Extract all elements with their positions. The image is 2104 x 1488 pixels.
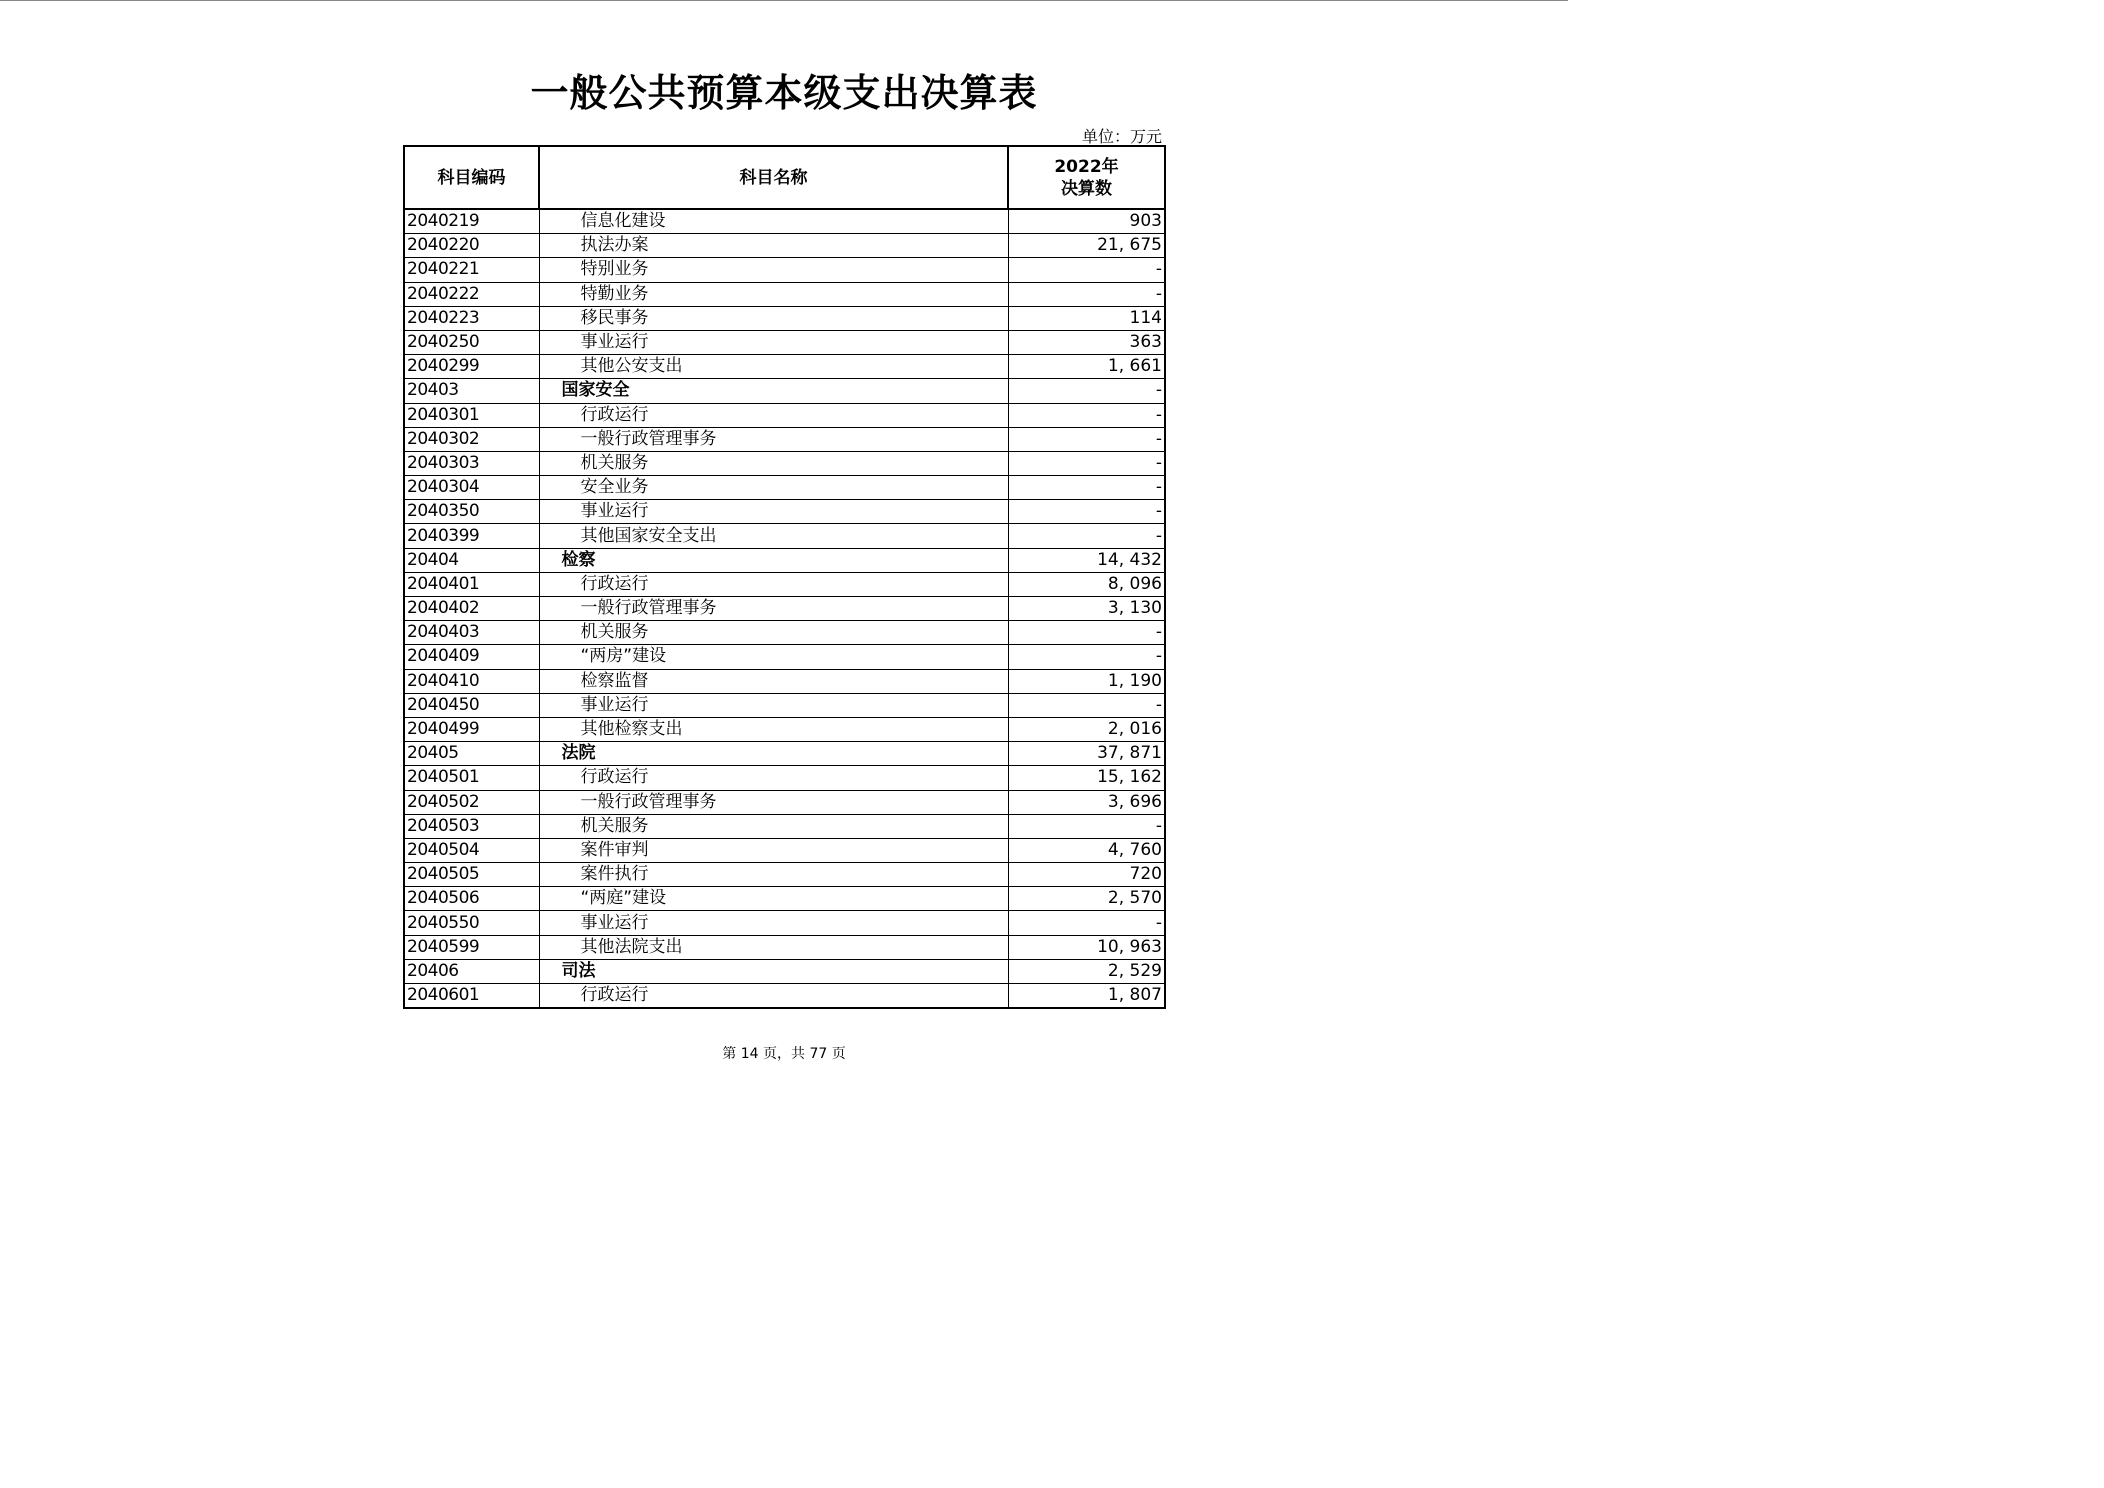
code-cell: 2040220	[404, 234, 539, 258]
table-body	[404, 209, 1165, 1008]
code-cell: 2040550	[404, 911, 539, 935]
code-cell: 2040506	[404, 887, 539, 911]
name-cell: 检察	[539, 548, 1008, 572]
name-cell: 执法办案	[539, 234, 1008, 258]
name-cell: 司法	[539, 959, 1008, 983]
amount-cell: -	[1008, 524, 1165, 548]
page-top-border	[0, 0, 1568, 1]
table-header-row	[404, 146, 1165, 209]
name-cell: 事业运行	[539, 330, 1008, 354]
amount-cell: -	[1008, 379, 1165, 403]
name-cell: 行政运行	[539, 403, 1008, 427]
unit-label: 单位：万元	[1081, 127, 1162, 146]
amount-cell: 3, 696	[1008, 790, 1165, 814]
code-cell: 2040303	[404, 451, 539, 475]
name-cell: 其他检察支出	[539, 717, 1008, 741]
code-cell: 2040503	[404, 814, 539, 838]
table-row	[404, 984, 1165, 1009]
amount-cell: -	[1008, 693, 1165, 717]
name-cell: 移民事务	[539, 306, 1008, 330]
name-cell: 行政运行	[539, 572, 1008, 596]
code-cell: 2040504	[404, 838, 539, 862]
table-row	[404, 887, 1165, 911]
table-row	[404, 476, 1165, 500]
table-row	[404, 306, 1165, 330]
amount-cell: 8, 096	[1008, 572, 1165, 596]
table-row	[404, 234, 1165, 258]
amount-cell: 3, 130	[1008, 597, 1165, 621]
code-cell: 2040502	[404, 790, 539, 814]
code-cell: 20406	[404, 959, 539, 983]
name-cell: 信息化建设	[539, 209, 1008, 234]
code-cell: 2040301	[404, 403, 539, 427]
name-cell: “两房”建设	[539, 645, 1008, 669]
amount-cell: -	[1008, 451, 1165, 475]
code-cell: 2040221	[404, 258, 539, 282]
amount-cell: 1, 661	[1008, 355, 1165, 379]
code-cell: 2040250	[404, 330, 539, 354]
name-cell: 事业运行	[539, 500, 1008, 524]
name-cell: 事业运行	[539, 911, 1008, 935]
amount-cell: -	[1008, 621, 1165, 645]
table-row	[404, 669, 1165, 693]
amount-cell: 15, 162	[1008, 766, 1165, 790]
amount-cell: 21, 675	[1008, 234, 1165, 258]
table-row	[404, 717, 1165, 741]
name-cell: 一般行政管理事务	[539, 427, 1008, 451]
code-cell: 20405	[404, 742, 539, 766]
name-cell: 其他公安支出	[539, 355, 1008, 379]
table-row	[404, 282, 1165, 306]
amount-cell: 4, 760	[1008, 838, 1165, 862]
table-row	[404, 572, 1165, 596]
table-row	[404, 621, 1165, 645]
code-cell: 2040505	[404, 863, 539, 887]
code-cell: 2040499	[404, 717, 539, 741]
amount-cell: 363	[1008, 330, 1165, 354]
code-cell: 2040501	[404, 766, 539, 790]
name-cell: 其他法院支出	[539, 935, 1008, 959]
table-row	[404, 355, 1165, 379]
page-title: 一般公共预算本级支出决算表	[530, 71, 1038, 115]
amount-cell: 903	[1008, 209, 1165, 234]
table-row	[404, 790, 1165, 814]
amount-cell: 720	[1008, 863, 1165, 887]
table-row	[404, 911, 1165, 935]
header-amount-label: 决算数	[1061, 178, 1112, 199]
amount-cell: 2, 570	[1008, 887, 1165, 911]
name-cell: 案件执行	[539, 863, 1008, 887]
amount-cell: -	[1008, 476, 1165, 500]
table-row	[404, 427, 1165, 451]
amount-cell: 114	[1008, 306, 1165, 330]
amount-cell: -	[1008, 911, 1165, 935]
table-row	[404, 548, 1165, 572]
table-row	[404, 500, 1165, 524]
code-cell: 2040403	[404, 621, 539, 645]
amount-cell: -	[1008, 645, 1165, 669]
table-row	[404, 935, 1165, 959]
amount-cell: -	[1008, 500, 1165, 524]
name-cell: 检察监督	[539, 669, 1008, 693]
code-cell: 2040601	[404, 984, 539, 1009]
table-row	[404, 258, 1165, 282]
amount-cell: 10, 963	[1008, 935, 1165, 959]
header-name: 科目名称	[539, 146, 1008, 209]
name-cell: 国家安全	[539, 379, 1008, 403]
name-cell: 事业运行	[539, 693, 1008, 717]
name-cell: 行政运行	[539, 766, 1008, 790]
code-cell: 2040409	[404, 645, 539, 669]
table-row	[404, 693, 1165, 717]
code-cell: 2040399	[404, 524, 539, 548]
name-cell: 安全业务	[539, 476, 1008, 500]
amount-cell: -	[1008, 282, 1165, 306]
table-row	[404, 863, 1165, 887]
code-cell: 2040304	[404, 476, 539, 500]
code-cell: 2040450	[404, 693, 539, 717]
code-cell: 20404	[404, 548, 539, 572]
page-footer: 第 14 页，共 77 页	[722, 1046, 846, 1062]
table-row	[404, 838, 1165, 862]
table-row	[404, 379, 1165, 403]
table-row	[404, 403, 1165, 427]
amount-cell: 37, 871	[1008, 742, 1165, 766]
name-cell: 一般行政管理事务	[539, 597, 1008, 621]
table-row	[404, 209, 1165, 234]
code-cell: 2040222	[404, 282, 539, 306]
table-row	[404, 524, 1165, 548]
name-cell: 特别业务	[539, 258, 1008, 282]
header-code: 科目编码	[404, 146, 539, 209]
amount-cell: 2, 529	[1008, 959, 1165, 983]
code-cell: 2040299	[404, 355, 539, 379]
table-row	[404, 330, 1165, 354]
table-row	[404, 959, 1165, 983]
code-cell: 20403	[404, 379, 539, 403]
amount-cell: 1, 807	[1008, 984, 1165, 1009]
amount-cell: -	[1008, 258, 1165, 282]
code-cell: 2040401	[404, 572, 539, 596]
name-cell: 机关服务	[539, 621, 1008, 645]
code-cell: 2040219	[404, 209, 539, 234]
table-row	[404, 645, 1165, 669]
table-row	[404, 451, 1165, 475]
amount-cell: 2, 016	[1008, 717, 1165, 741]
header-amount	[1008, 146, 1165, 209]
name-cell: 特勤业务	[539, 282, 1008, 306]
code-cell: 2040599	[404, 935, 539, 959]
name-cell: 机关服务	[539, 451, 1008, 475]
table-row	[404, 597, 1165, 621]
amount-cell: -	[1008, 427, 1165, 451]
table-row	[404, 766, 1165, 790]
table-row	[404, 814, 1165, 838]
amount-cell: -	[1008, 403, 1165, 427]
code-cell: 2040402	[404, 597, 539, 621]
code-cell: 2040350	[404, 500, 539, 524]
name-cell: 行政运行	[539, 984, 1008, 1009]
amount-cell: 14, 432	[1008, 548, 1165, 572]
name-cell: 案件审判	[539, 838, 1008, 862]
header-year: 2022年	[1054, 156, 1119, 177]
code-cell: 2040410	[404, 669, 539, 693]
code-cell: 2040302	[404, 427, 539, 451]
amount-cell: -	[1008, 814, 1165, 838]
name-cell: 一般行政管理事务	[539, 790, 1008, 814]
code-cell: 2040223	[404, 306, 539, 330]
table-row	[404, 742, 1165, 766]
budget-table	[403, 145, 1166, 1009]
name-cell: 法院	[539, 742, 1008, 766]
name-cell: 其他国家安全支出	[539, 524, 1008, 548]
name-cell: 机关服务	[539, 814, 1008, 838]
name-cell: “两庭”建设	[539, 887, 1008, 911]
amount-cell: 1, 190	[1008, 669, 1165, 693]
